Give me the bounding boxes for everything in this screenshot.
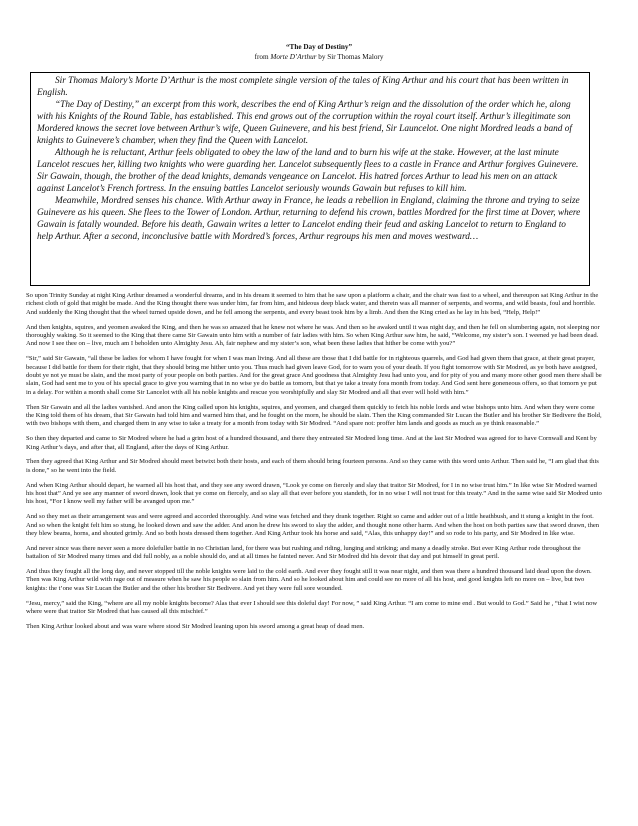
story-paragraph: Then Sir Gawain and all the ladies vanished. And anon the King called upon his knights, squires, and yeomen, and charged them quickly to fetch his noble lords and wise bishops unto him. And when they were come the King told them of his dream, that Sir Gawain had told him and warned him that, and he fought on the morn, he should be slain. Then the King commanded Sir Lucan the Butler and his brother Sir Bedivere the Bold, with two bishops with them, and charged them in any wise to take a treaty for a month from today with Sir Modred. “And spare not: proffer him lands and goods as much as ye think reasonable.” (26, 403, 602, 428)
story-paragraph: And then knights, squires, and yeomen awaked the King, and then he was so amazed that he knew not where he was. And then so he awaked until it was night day, and then he fell on slumbering again, not sleeping nor thoroughly waking. So it seemed to the King that there came Sir Gawain unto him with a number of fair ladies with him. So when King Arthur saw him, he said, “Welcome, my sister’s son. I weened ye had been dead. And now I see thee on – live, much am I beholden unto Almighty Jesu. Ah, fair nephew and my sister’s son, what been these ladies that hither be come with you?” (26, 323, 600, 348)
story-text (26, 292, 602, 638)
intro-box (30, 72, 590, 286)
story-paragraph: So upon Trinity Sunday at night King Arthur dreamed a wonderful dreams, and in his dream it seemed to him that he saw upon a platform a chair, and the chair was fast to a wheel, and thereupon sat King Arthur in the richest cloth of gold that might be made. And the King thought there was under him, far from him, and hideous deep black water, and therein was all manner of serpents, and worms, and wild beasts, foul and horrible. And suddenly the King thought that the wheel turned upside down, and he fell among the serpents, and every beast took him by a limb. And then the King cried as he lay in his bed, “Help, Help!” (26, 292, 599, 316)
title-block (0, 42, 638, 62)
story-paragraph: And so they met as their arrangement was and were agreed and accorded thoroughly. And wine was fetched and they drank together. Right so came and adder out of a little heathbush, and it stung a knight in the foot. And so when the knight felt him so stung, he looked down and saw the adder. And anon he drew his sword to slay the adder, and thought none other harm. And when the host on both parties saw that sword drawn, then they blew beams, horns, and shouted grimly. And so both hosts dressed them together. And King Arthur took his horse and said, “Alas, this unhappy day!” and so rode to his party, and Sir Modred in like wise. (26, 513, 600, 538)
source-work: Morte D’Arthur (270, 53, 317, 61)
story-paragraph: So then they departed and came to Sir Modred where he had a grim host of a hundred thousand, and there they entreated Sir Modred long time. And at the last Sir Modred was agreed for to have Cornwall and Kent by King Arthur’s days, and after that, all England, after the days of King Arthur. (26, 435, 597, 451)
intro-paragraph: Although he is reluctant, Arthur feels obligated to obey the law of the land and to burn his wife at the stake. However, at the last minute Lancelot rescues her, killing two knights who were guarding her. Lancelot subsequently flees to a castle in France and Arthur forgives Guinevere. Sir Gawain, though, the brother of the dead knights, demands vengeance on Lancelot. His hatred forces Arthur to lead his men on an attack against Lancelot’s French fortress. In the ensuing battles Lancelot seriously wounds Gawain but refuses to kill him. (37, 148, 579, 194)
intro-paragraph: Meanwhile, Mordred senses his chance. With Arthur away in France, he leads a rebellion in England, claiming the throne and trying to seize Guinevere as his queen. She flees to the Tower of London. Arthur, returning to defend his crown, battles Mordred for the first time at Dover, where Gawain is fatally wounded. Before his death, Gawain writes a letter to Lancelot ending their feud and asking Lancelot to return to England to help Arthur. After a second, inconclusive battle with Mordred’s forces, Arthur regroups his men and moves westward… (37, 196, 581, 242)
story-paragraph: And when King Arthur should depart, he warned all his host that, and they see any sword drawn, “Look ye come on fiercely and slay that traitor Sir Modred, for I in no wise trust him.” In like wise Sir Modred warned his host that” And ye see any manner of sword drawn, look that ye come on fiercely, and so slay all that ever before you standeth, for in no wise I will not trust for this treaty.” And in the same wise said Sir Modred unto his host, “For I know well my father will be avanged upon me.” (26, 481, 602, 506)
document-title: “The Day of Destiny” (285, 43, 353, 51)
story-paragraph: “Jesu, mercy,” said the King, “where are all my noble knights become? Alas that ever I should see this doleful day! For now, ” said King Arthur. “I am come to mine end . But would to God.” Said he , “that I wist now where were that traitor Sir Modred that has caused all this mischief.” (26, 599, 598, 616)
source-prefix: from (254, 53, 271, 61)
story-paragraph: And thus they fought all the long day, and never stopped till the noble knights were laid to the cold earth. And ever they fought still it was near night, and then was there a hundred thousand laid dead upon the down. Then was King Arthur wild with rage out of measure when he saw his people so slain from him. And so he looked about him and could see no more of all his host, and good knights left no more on – live, but two knights: the t’one was Sir Lucan the Butler and the other his brother Sir Bedivere. And yet they were full sore wounded. (26, 568, 592, 592)
intro-paragraph: Sir Thomas Malory’s Morte D’Arthur is the most complete single version of the tales of King Arthur and his court that has been written in English. (37, 76, 569, 98)
story-paragraph: Then King Arthur looked about and was ware where stood Sir Modred leaning upon his sword among a great heap of dead men. (26, 622, 365, 630)
source-suffix: by Sir Thomas Malory (316, 53, 384, 61)
document-source (0, 52, 638, 62)
story-paragraph: Then they agreed that King Arthur and Sir Modred should meet betwixt both their hosts, and each of them should bring fourteen persons. And so they came with this word unto Arthur. Then said he, “I am glad that this is done,” so he went into the field. (26, 458, 599, 474)
story-paragraph: And never since was there never seen a more dolefuller battle in no Christian land, for there was but rushing and riding, lunging and striking; and many a deadly stroke. But ever King Arthur rode throughout the battalion of Sir Modred many times and did full nobly, as a noble should do, and at all times he fainted never. And Sir Modred did his devoir that day and put himself in great peril. (26, 544, 581, 561)
intro-paragraph: “The Day of Destiny,” an excerpt from this work, describes the end of King Arthur’s reign and the dissolution of the order which he, along with his Knights of the Round Table, has established. This end grows out of the corruption within the royal court itself. Arthur’s illegitimate son Mordered knows the secret love between Arthur’s wife, Queen Guinevere, and his best friend, Sir Launcelot. One night Mordred leads a band of knights to Guinevere’s chamber, when they find the Queen with Lancelot. (37, 100, 573, 146)
story-paragraph: “Sir,” said Sir Gawain, “all these be ladies for whom I have fought for when I was man living. And all these are those that I did battle for in righteous quarrels, and God had given them that grace, at their great prayer, because I did battle for them for their right, that they should bring me hither unto you. Thus much had given leave God, for to warn you of your death. If you fight tomorrow with Sir Modred, as ye both have assigned, doubt ye not ye must be slain, and the most party of your people on both parties. And for the great grace And goodness that Almighty Jesu had unto you, and for pity of you and many more other good men there shall be slain, God had sent me to you of his special grace to give you warning that in no wise ye do battle as tomorn, but that ye take a treaty fora month from today. And God sent here goneneous offers, so that tomorn ye put in a delay. For within a month shall come Sir Lancelot with all his noble knights and rescue you worshipfully and slay Sir Modred and all that ever will hold with him.” (26, 355, 602, 396)
